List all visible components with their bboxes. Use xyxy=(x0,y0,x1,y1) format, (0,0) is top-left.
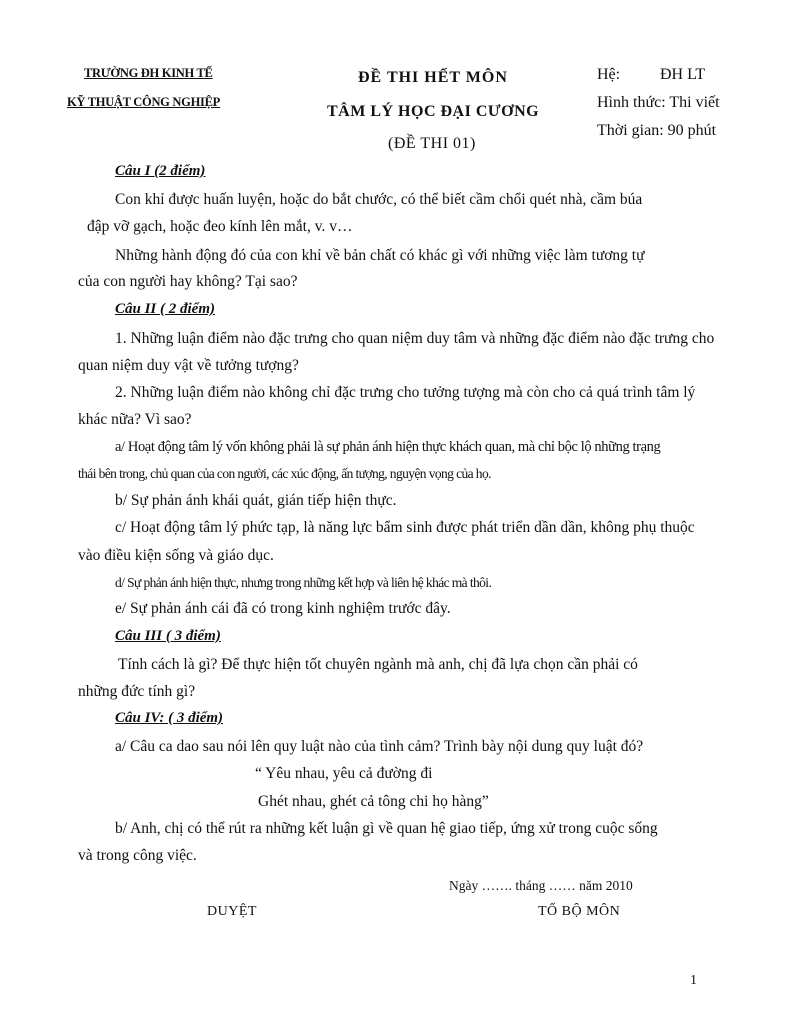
exam-form: Hình thức: Thi viết xyxy=(597,94,720,111)
question-2-option-c: c/ Hoạt động tâm lý phức tạp, là năng lực bẩm sinh được phát triển dần dần, không phụ thuộc xyxy=(115,519,695,536)
system-value: ĐH LT xyxy=(660,66,706,83)
question-3-line: những đức tính gì? xyxy=(78,683,196,700)
question-2-option-c-cont: vào điều kiện sống và giáo dục. xyxy=(78,547,274,564)
exam-duration: Thời gian: 90 phút xyxy=(597,122,717,139)
question-2-option-a: a/ Hoạt động tâm lý vốn không phải là sự phản ánh hiện thực khách quan, mà chỉ bộc lộ những trạng xyxy=(115,439,661,455)
department-label: TỔ BỘ MÔN xyxy=(538,904,621,919)
question-2-option-b: b/ Sự phản ánh khái quát, gián tiếp hiện thực. xyxy=(115,492,397,509)
question-4-part-b-cont: và trong công việc. xyxy=(78,847,197,864)
question-1-line: Con khỉ được huấn luyện, hoặc do bắt chước, có thể biết cầm chổi quét nhà, cầm búa xyxy=(115,191,643,208)
school-name-line1: TRƯỜNG ĐH KINH TẾ xyxy=(84,66,213,80)
date-line: Ngày ……. tháng …… năm 2010 xyxy=(449,878,633,893)
system-label: Hệ: xyxy=(597,66,621,83)
exam-code: (ĐỀ THI 01) xyxy=(388,135,476,152)
approved-label: DUYỆT xyxy=(207,904,257,919)
school-name-line2: KỸ THUẬT CÔNG NGHIỆP xyxy=(67,95,220,109)
question-2-heading: Câu II ( 2 điểm) xyxy=(115,301,216,317)
question-1-heading: Câu I (2 điểm) xyxy=(115,163,206,179)
question-1-line: Những hành động đó của con khỉ về bản chất có khác gì với những việc làm tương tự xyxy=(115,247,645,264)
question-3-line: Tính cách là gì? Để thực hiện tốt chuyên ngành mà anh, chị đã lựa chọn cần phải có xyxy=(118,656,638,673)
page-number: 1 xyxy=(690,973,697,988)
question-2-line: 1. Những luận điểm nào đặc trưng cho quan niệm duy tâm và những đặc điểm nào đặc trưng cho xyxy=(115,330,715,347)
question-4-part-b: b/ Anh, chị có thể rút ra những kết luận gì về quan hệ giao tiếp, ứng xử trong cuộc sống xyxy=(115,820,658,837)
question-1-line: của con người hay không? Tại sao? xyxy=(78,273,298,290)
subject-title: TÂM LÝ HỌC ĐẠI CƯƠNG xyxy=(327,103,540,120)
question-2-line: khác nữa? Vì sao? xyxy=(78,411,192,428)
question-3-heading: Câu III ( 3 điểm) xyxy=(115,628,221,644)
folk-verse-line1: “ Yêu nhau, yêu cả đường đi xyxy=(255,765,433,782)
exam-title: ĐỀ THI HẾT MÔN xyxy=(358,69,508,86)
folk-verse-line2: Ghét nhau, ghét cả tông chi họ hàng” xyxy=(258,793,489,810)
question-2-line: quan niệm duy vật về tưởng tượng? xyxy=(78,357,299,374)
question-2-option-e: e/ Sự phản ánh cái đã có trong kinh nghiệm trước đây. xyxy=(115,600,451,617)
question-2-option-a-cont: thái bên trong, chủ quan của con người, các xúc động, ấn tượng, nguyện vọng của họ. xyxy=(78,466,491,481)
question-4-part-a: a/ Câu ca dao sau nói lên quy luật nào của tình cảm? Trình bày nội dung quy luật đó? xyxy=(115,738,644,755)
question-4-heading: Câu IV: ( 3 điểm) xyxy=(115,710,224,726)
question-2-option-d: d/ Sự phản ánh hiện thực, nhưng trong những kết hợp và liên hệ khác mà thôi. xyxy=(115,575,492,590)
question-1-line: đập vỡ gạch, hoặc đeo kính lên mắt, v. v… xyxy=(87,218,353,235)
question-2-line: 2. Những luận điểm nào không chỉ đặc trưng cho tưởng tượng mà còn cho cả quá trình tâm lý xyxy=(115,384,696,401)
